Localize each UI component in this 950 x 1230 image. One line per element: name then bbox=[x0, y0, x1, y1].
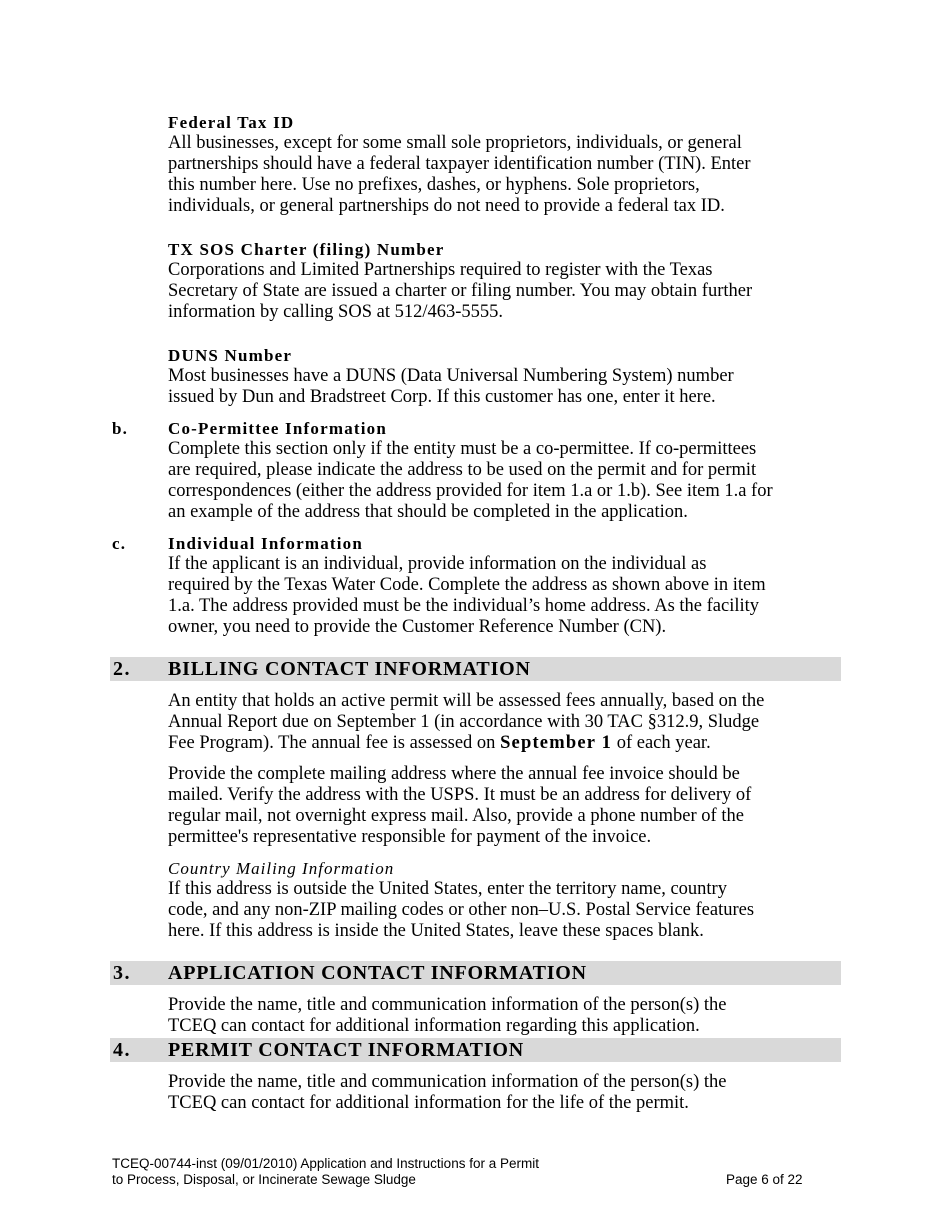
federal-tax-id-line: this number here. Use no prefixes, dashes, or hyphens. Sole proprietors, bbox=[168, 175, 700, 195]
federal-tax-id-line: partnerships should have a federal taxpayer identification number (TIN). Enter bbox=[168, 154, 751, 174]
duns-line: Most businesses have a DUNS (Data Universal Numbering System) number bbox=[168, 366, 734, 386]
tx-sos-block bbox=[168, 239, 843, 323]
co-permittee-line: an example of the address that should be completed in the application. bbox=[168, 502, 688, 522]
section-4-title: PERMIT CONTACT INFORMATION bbox=[168, 1039, 525, 1061]
footer-form-line-2: to Process, Disposal, or Incinerate Sewage Sludge bbox=[112, 1172, 416, 1187]
billing-line: An entity that holds an active permit will be assessed fees annually, based on the bbox=[168, 691, 765, 711]
permit-contact-block bbox=[168, 1072, 843, 1114]
application-contact-line: TCEQ can contact for additional information regarding this application. bbox=[168, 1016, 700, 1036]
billing-address-line: permittee's representative responsible for payment of the invoice. bbox=[168, 827, 652, 847]
section-4-number: 4. bbox=[113, 1039, 131, 1061]
federal-tax-id-line: individuals, or general partnerships do not need to provide a federal tax ID. bbox=[168, 196, 725, 216]
individual-info-heading: Individual Information bbox=[168, 534, 364, 553]
federal-tax-id-line: All businesses, except for some small sole proprietors, individuals, or general bbox=[168, 133, 742, 153]
individual-info-line: 1.a. The address provided must be the individual’s home address. As the facility bbox=[168, 596, 760, 616]
section-3-title: APPLICATION CONTACT INFORMATION bbox=[168, 962, 587, 984]
individual-info-line: owner, you need to provide the Customer Reference Number (CN). bbox=[168, 617, 667, 637]
section-4-header bbox=[110, 1038, 841, 1062]
section-2-header bbox=[110, 657, 841, 681]
individual-info-block bbox=[168, 533, 843, 638]
tx-sos-line: information by calling SOS at 512/463-5555. bbox=[168, 302, 504, 322]
individual-info-line: If the applicant is an individual, provide information on the individual as bbox=[168, 554, 707, 574]
application-contact-block bbox=[168, 995, 843, 1037]
duns-heading: DUNS Number bbox=[168, 346, 293, 365]
country-mailing-line: code, and any non-ZIP mailing codes or other non–U.S. Postal Service features bbox=[168, 900, 755, 920]
billing-address-line: Provide the complete mailing address where the annual fee invoice should be bbox=[168, 764, 740, 784]
permit-contact-line: TCEQ can contact for additional information for the life of the permit. bbox=[168, 1093, 689, 1113]
co-permittee-line: correspondences (either the address provided for item 1.a or 1.b). See item 1.a for bbox=[168, 481, 773, 501]
individual-info-line: required by the Texas Water Code. Complete the address as shown above in item bbox=[168, 575, 766, 595]
tx-sos-line: Corporations and Limited Partnerships required to register with the Texas bbox=[168, 260, 713, 280]
billing-line bbox=[168, 733, 843, 754]
billing-line: Annual Report due on September 1 (in accordance with 30 TAC §312.9, Sludge bbox=[168, 712, 760, 732]
section-3-header bbox=[110, 961, 841, 985]
billing-date-bold: September 1 bbox=[500, 733, 613, 753]
footer-form-line-1: TCEQ-00744-inst (09/01/2010) Application and Instructions for a Permit bbox=[112, 1156, 539, 1171]
billing-line-post: of each year. bbox=[612, 733, 711, 753]
federal-tax-id-block bbox=[168, 112, 843, 217]
country-mailing-heading: Country Mailing Information bbox=[168, 859, 395, 878]
billing-address-line: regular mail, not overnight express mail. Also, provide a phone number of the bbox=[168, 806, 744, 826]
billing-para-2 bbox=[168, 764, 843, 848]
section-2-title: BILLING CONTACT INFORMATION bbox=[168, 658, 531, 680]
tx-sos-line: Secretary of State are issued a charter or filing number. You may obtain further bbox=[168, 281, 753, 301]
country-mailing-line: If this address is outside the United States, enter the territory name, country bbox=[168, 879, 727, 899]
application-contact-line: Provide the name, title and communication information of the person(s) the bbox=[168, 995, 727, 1015]
co-permittee-line: are required, please indicate the address to be used on the permit and for permit bbox=[168, 460, 757, 480]
billing-address-line: mailed. Verify the address with the USPS. It must be an address for delivery of bbox=[168, 785, 752, 805]
duns-block bbox=[168, 345, 843, 408]
permit-contact-line: Provide the name, title and communication information of the person(s) the bbox=[168, 1072, 727, 1092]
page-number: Page 6 of 22 bbox=[726, 1172, 803, 1187]
billing-line-pre: Fee Program). The annual fee is assessed on bbox=[168, 733, 501, 753]
billing-para-1 bbox=[168, 691, 843, 754]
federal-tax-id-heading: Federal Tax ID bbox=[168, 113, 295, 132]
section-3-number: 3. bbox=[113, 962, 131, 984]
co-permittee-heading: Co-Permittee Information bbox=[168, 419, 388, 438]
page-footer bbox=[112, 1156, 539, 1188]
co-permittee-line: Complete this section only if the entity must be a co-permittee. If co-permittees bbox=[168, 439, 757, 459]
section-2-number: 2. bbox=[113, 658, 131, 680]
country-mailing-line: here. If this address is inside the United States, leave these spaces blank. bbox=[168, 921, 704, 941]
co-permittee-block bbox=[168, 418, 843, 523]
item-c-letter: c. bbox=[112, 534, 127, 553]
country-mailing-block bbox=[168, 858, 843, 942]
tx-sos-heading: TX SOS Charter (filing) Number bbox=[168, 240, 445, 259]
item-b-letter: b. bbox=[112, 419, 129, 438]
duns-line: issued by Dun and Bradstreet Corp. If this customer has one, enter it here. bbox=[168, 387, 716, 407]
